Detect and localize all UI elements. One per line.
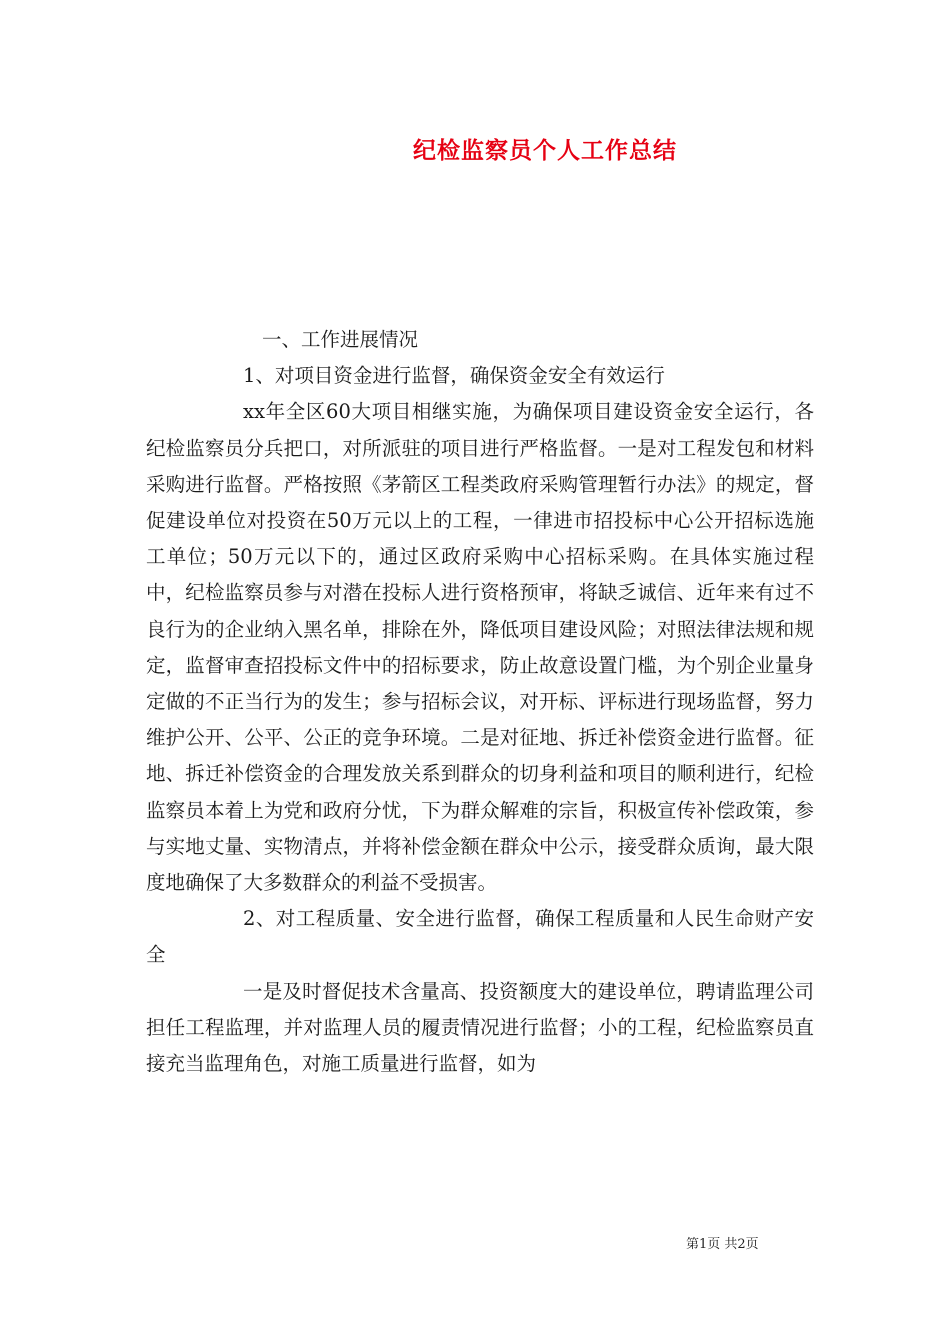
subsection-heading-1: 1、对项目资金进行监督，确保资金安全有效运行 bbox=[243, 364, 665, 388]
section-heading: 一、工作进展情况 bbox=[262, 328, 419, 351]
paragraph-1: xx年全区60大项目相继实施，为确保项目建设资金安全运行，各纪检监察员分兵把口，对所派驻的项目进行严格监督。一是对工程发包和材料采购进行监督。严格按照《茅箭区工程类政府采购管理暂行办法》的规定，督促建设单位对投资在50万元以上的工程，一律进市招投标中心公开招标选施工单位；50万元以下的，通过区政府采购中心招标采购。在具体实施过程中，纪检监察员参与对潜在投标人进行资格预审，将缺乏诚信、近年来有过不良行为的企业纳入黑名单，排除在外，降低项目建设风险；对照法律法规和规定，监督审查招投标文件中的招标要求，防止故意设置门槛，为个别企业量身定做的不正当行为的发生；参与招标会议，对开标、评标进行现场监督，努力维护公开、公平、公正的竞争环境。二是对征地、拆迁补偿资金进行监督。征地、拆迁补偿资金的合理发放关系到群众的切身利益和项目的顺利进行，纪检监察员本着上为党和政府分忧，下为群众解难的宗旨，积极宣传补偿政策，参与实地丈量、实物清点，并将补偿金额在群众中公示，接受群众质询，最大限度地确保了大多数群众的利益不受损害。 bbox=[146, 400, 814, 895]
document-title: 纪检监察员个人工作总结 bbox=[413, 138, 677, 164]
page-number: 第1页 共2页 bbox=[686, 1237, 759, 1252]
document-body bbox=[146, 322, 814, 1082]
subsection-heading-2: 2、对工程质量、安全进行监督，确保工程质量和人民生命财产安全 bbox=[146, 907, 814, 967]
paragraph-2: 一是及时督促技术含量高、投资额度大的建设单位，聘请监理公司担任工程监理，并对监理人员的履责情况进行监督；小的工程，纪检监察员直接充当监理角色，对施工质量进行监督，如为 bbox=[146, 979, 814, 1076]
